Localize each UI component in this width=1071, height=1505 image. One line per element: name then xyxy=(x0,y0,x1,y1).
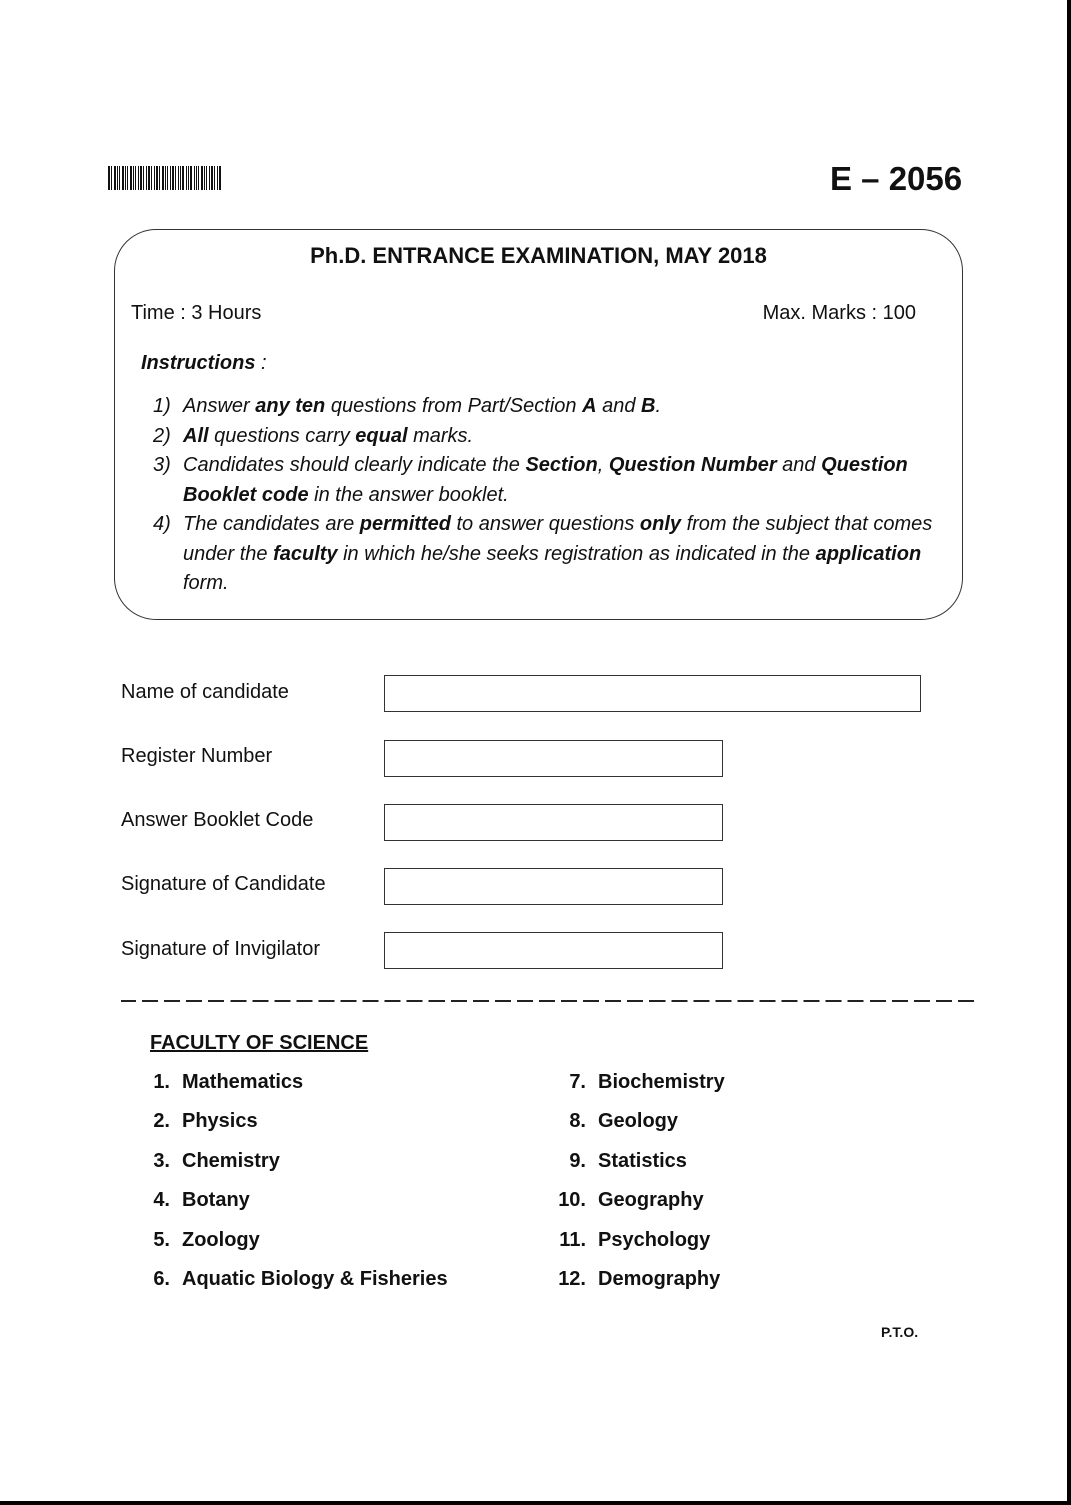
instruction-emphasis: Question Number xyxy=(608,454,777,476)
barcode-bar xyxy=(108,166,110,190)
subject-item xyxy=(138,1110,258,1133)
instruction-segment: The candidates are xyxy=(183,513,360,535)
instruction-emphasis: B xyxy=(641,395,656,417)
barcode-bar xyxy=(156,166,158,190)
barcode-bar xyxy=(143,166,144,190)
subject-item xyxy=(554,1268,720,1291)
barcode-bar xyxy=(182,166,184,190)
barcode-bar xyxy=(209,166,210,190)
instruction-text xyxy=(183,422,473,452)
subject-name: Mathematics xyxy=(182,1071,304,1093)
barcode-bar xyxy=(133,166,134,190)
instruction-segment: Candidates should clearly indicate the xyxy=(183,454,526,476)
subject-name: Botany xyxy=(182,1189,250,1212)
instruction-segment: marks. xyxy=(407,424,474,447)
subject-number: 2. xyxy=(153,1110,170,1133)
instructions-heading xyxy=(141,352,267,375)
subject-number: 4. xyxy=(153,1189,170,1212)
barcode-bar xyxy=(125,166,126,190)
instruction-segment: and xyxy=(596,395,642,417)
field-label: Signature of Invigilator xyxy=(121,938,321,960)
subject-name: Chemistry xyxy=(182,1149,280,1172)
barcode-bar xyxy=(165,166,166,190)
barcode-bar xyxy=(178,166,179,190)
barcode-bar xyxy=(140,166,142,190)
subject-name: Aquatic Biology & Fisheries xyxy=(182,1268,448,1290)
subject-item xyxy=(138,1150,280,1173)
instruction-item xyxy=(153,451,953,510)
barcode-bar xyxy=(180,166,181,190)
exam-title: Ph.D. ENTRANCE EXAMINATION, MAY 2018 xyxy=(310,243,767,268)
instruction-text xyxy=(183,392,661,422)
barcode-bar xyxy=(170,166,171,190)
instruction-segment: , xyxy=(597,454,609,476)
page-edge-right xyxy=(1067,0,1071,1505)
cut-line xyxy=(121,1000,976,1002)
subject-name: Physics xyxy=(182,1110,258,1133)
max-marks: Max. Marks : 100 xyxy=(762,302,916,324)
barcode-bar xyxy=(167,166,168,190)
subject-number: 11. xyxy=(559,1228,586,1251)
faculty-heading: FACULTY OF SCIENCE xyxy=(150,1032,369,1054)
pto-label: P.T.O. xyxy=(881,1324,919,1340)
subject-item xyxy=(138,1229,260,1252)
instruction-emphasis: equal xyxy=(355,424,408,447)
instruction-emphasis: All xyxy=(183,424,209,447)
field-label: Signature of Candidate xyxy=(121,873,326,895)
barcode-bar xyxy=(175,166,176,190)
instruction-segment: questions carry xyxy=(208,424,356,447)
subject-item xyxy=(138,1189,250,1212)
instruction-item xyxy=(153,422,953,452)
question-paper-code: E – 2056 xyxy=(830,160,963,197)
instruction-segment: in which he/she seeks registration as indicated in the xyxy=(337,542,816,565)
field-input-box[interactable] xyxy=(384,675,921,712)
subject-item xyxy=(554,1110,678,1133)
subject-name: Biochemistry xyxy=(598,1071,725,1093)
barcode-bar xyxy=(198,166,199,190)
barcode-bar xyxy=(172,166,174,190)
barcode-bar xyxy=(162,166,164,190)
barcode-bar xyxy=(159,166,160,190)
barcode-bar xyxy=(135,166,136,190)
barcode xyxy=(108,166,245,190)
subject-number: 6. xyxy=(153,1268,170,1290)
subject-item xyxy=(554,1189,704,1212)
instructions-list xyxy=(153,392,953,599)
barcode-bar xyxy=(190,166,192,190)
instruction-segment: in the answer booklet. xyxy=(308,483,509,506)
barcode-bar xyxy=(214,166,215,190)
instruction-emphasis: permitted xyxy=(359,513,451,535)
barcode-bar xyxy=(117,166,118,190)
instruction-segment: from the subject that comes under the xyxy=(183,513,933,565)
subject-name: Geography xyxy=(598,1189,704,1212)
instruction-segment: to answer questions xyxy=(450,513,640,535)
field-input-box[interactable] xyxy=(384,868,723,905)
instruction-segment: form. xyxy=(183,572,229,594)
subject-number: 9. xyxy=(569,1149,586,1172)
instruction-segment: Answer xyxy=(183,395,256,417)
instruction-number: 2) xyxy=(153,424,171,447)
barcode-bar xyxy=(196,166,197,190)
field-label: Answer Booklet Code xyxy=(121,809,314,831)
subject-number: 7. xyxy=(569,1071,586,1093)
subject-item xyxy=(138,1071,303,1094)
subject-item xyxy=(554,1071,725,1094)
barcode-bar xyxy=(119,166,120,190)
subject-item xyxy=(138,1268,448,1291)
barcode-bar xyxy=(206,166,207,190)
barcode-bar xyxy=(122,166,124,190)
barcode-bar xyxy=(211,166,213,190)
field-input-box[interactable] xyxy=(384,804,723,841)
field-label: Name of candidate xyxy=(121,681,289,703)
barcode-bar xyxy=(146,166,147,190)
instruction-emphasis: application xyxy=(815,542,922,565)
instructions-label: Instructions xyxy=(141,352,256,374)
instruction-text xyxy=(183,451,953,510)
subject-item xyxy=(554,1229,710,1252)
instructions-colon: : xyxy=(255,352,267,374)
exam-time: Time : 3 Hours xyxy=(131,302,262,324)
barcode-bar xyxy=(154,166,155,190)
subject-name: Psychology xyxy=(598,1228,711,1251)
subject-number: 3. xyxy=(153,1149,170,1172)
subject-number: 12. xyxy=(558,1268,586,1290)
instruction-item xyxy=(153,510,953,599)
field-input-box[interactable] xyxy=(384,740,723,777)
barcode-bar xyxy=(111,166,112,190)
barcode-bar xyxy=(201,166,203,190)
field-label: Register Number xyxy=(121,745,273,767)
instruction-emphasis: any ten xyxy=(255,395,326,417)
barcode-bar xyxy=(138,166,139,190)
barcode-bar xyxy=(204,166,205,190)
subject-name: Geology xyxy=(598,1110,679,1133)
subject-number: 1. xyxy=(153,1071,170,1093)
field-input-box[interactable] xyxy=(384,932,723,969)
subject-name: Demography xyxy=(598,1268,721,1290)
page-edge-bottom xyxy=(0,1501,1071,1505)
instruction-emphasis: A xyxy=(582,395,597,417)
barcode-bar xyxy=(151,166,152,190)
instruction-emphasis: only xyxy=(639,513,682,535)
instruction-emphasis: faculty xyxy=(273,542,338,565)
instruction-segment: questions from Part/Section xyxy=(325,395,583,417)
subject-number: 8. xyxy=(569,1110,586,1133)
exam-info-box xyxy=(114,229,963,620)
instruction-item xyxy=(153,392,953,422)
barcode-bar xyxy=(114,166,116,190)
barcode-bar xyxy=(194,166,195,190)
barcode-bar xyxy=(217,166,218,190)
barcode-bar xyxy=(127,166,128,190)
subject-number: 10. xyxy=(558,1189,586,1212)
instruction-emphasis: Question Booklet code xyxy=(183,454,908,506)
instruction-text xyxy=(183,510,953,599)
barcode-bar xyxy=(219,166,221,190)
instruction-number: 3) xyxy=(153,454,171,476)
instruction-number: 4) xyxy=(153,513,171,535)
barcode-bar xyxy=(148,166,150,190)
instruction-segment: and xyxy=(776,454,822,476)
instruction-emphasis: Section xyxy=(525,454,598,476)
instruction-number: 1) xyxy=(153,395,171,417)
barcode-bar xyxy=(188,166,189,190)
subject-name: Zoology xyxy=(182,1228,260,1251)
subject-number: 5. xyxy=(153,1228,170,1251)
subject-name: Statistics xyxy=(598,1149,687,1172)
subject-item xyxy=(554,1150,687,1173)
instruction-segment: . xyxy=(655,395,662,417)
barcode-bar xyxy=(186,166,187,190)
barcode-bar xyxy=(130,166,132,190)
